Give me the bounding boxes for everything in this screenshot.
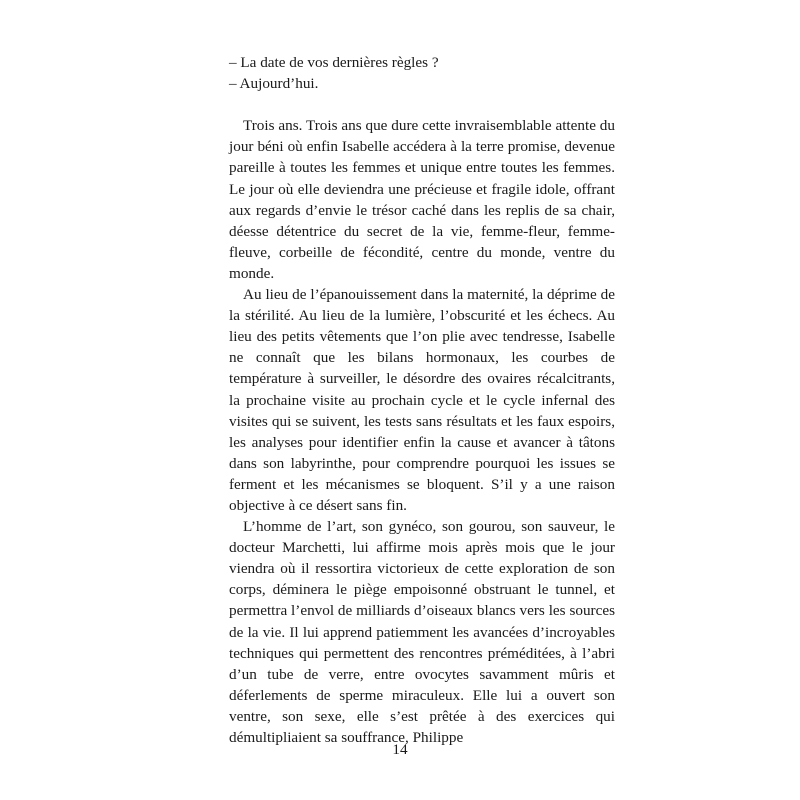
paragraph: L’homme de l’art, son gynéco, son gourou, son sauveur, le docteur Marchetti, lui affirme mois après mois que le jour viendra où il ressortira victorieux de cette exploration de son corps, déminera le piège empoisonné obstruant le tunnel, et permettra l’envol de milliards d’oiseaux blancs vers les sources de la vie. Il lui apprend patiemment les avancées d’incroyables techniques qui permettent des rencontres préméditées, à l’abri d’un tube de verre, entre ovocytes savamment mûris et déferlements de sperme miraculeux. Elle lui a ouvert son ventre, son sexe, elle s’est prêtée à des exercices qui démultipliaient sa souffrance, Philippe — [229, 518, 615, 746]
paragraph: Trois ans. Trois ans que dure cette invraisemblable attente du jour béni où enfin Isabelle accédera à la terre promise, devenue pareille à toutes les femmes et unique entre toutes les femmes. Le jour où elle deviendra une précieuse et fragile idole, offrant aux regards d’envie le trésor caché dans les replis de sa chair, déesse détentrice du secret de la vie, femme-fleur, femme-fleuve, corbeille de fécondité, centre du monde, ventre du monde. — [229, 117, 615, 282]
dialogue-line: – Aujourd’hui. — [229, 75, 319, 93]
page-number: 14 — [392, 741, 408, 758]
dialogue-line: – La date de vos dernières règles ? — [229, 54, 439, 71]
page-body — [229, 52, 615, 748]
paragraph: Au lieu de l’épanouissement dans la maternité, la déprime de la stérilité. Au lieu de la lumière, l’obscurité et les échecs. Au lieu des petits vêtements que l’on plie avec tendresse, Isabelle ne connaît que les bilans hormonaux, les courbes de température à surveiller, le désordre des ovaires récalcitrants, la prochaine visite au prochain cycle et le cycle infernal des visites qui se suivent, les tests sans résultats et les faux espoirs, les analyses pour identifier enfin la cause et avancer à tâtons dans son labyrinthe, pour comprendre pourquoi les issues se ferment et les mécanismes se bloquent. S’il y a une raison objective à ce désert sans fin. — [229, 286, 615, 514]
section-spacer — [229, 94, 615, 115]
